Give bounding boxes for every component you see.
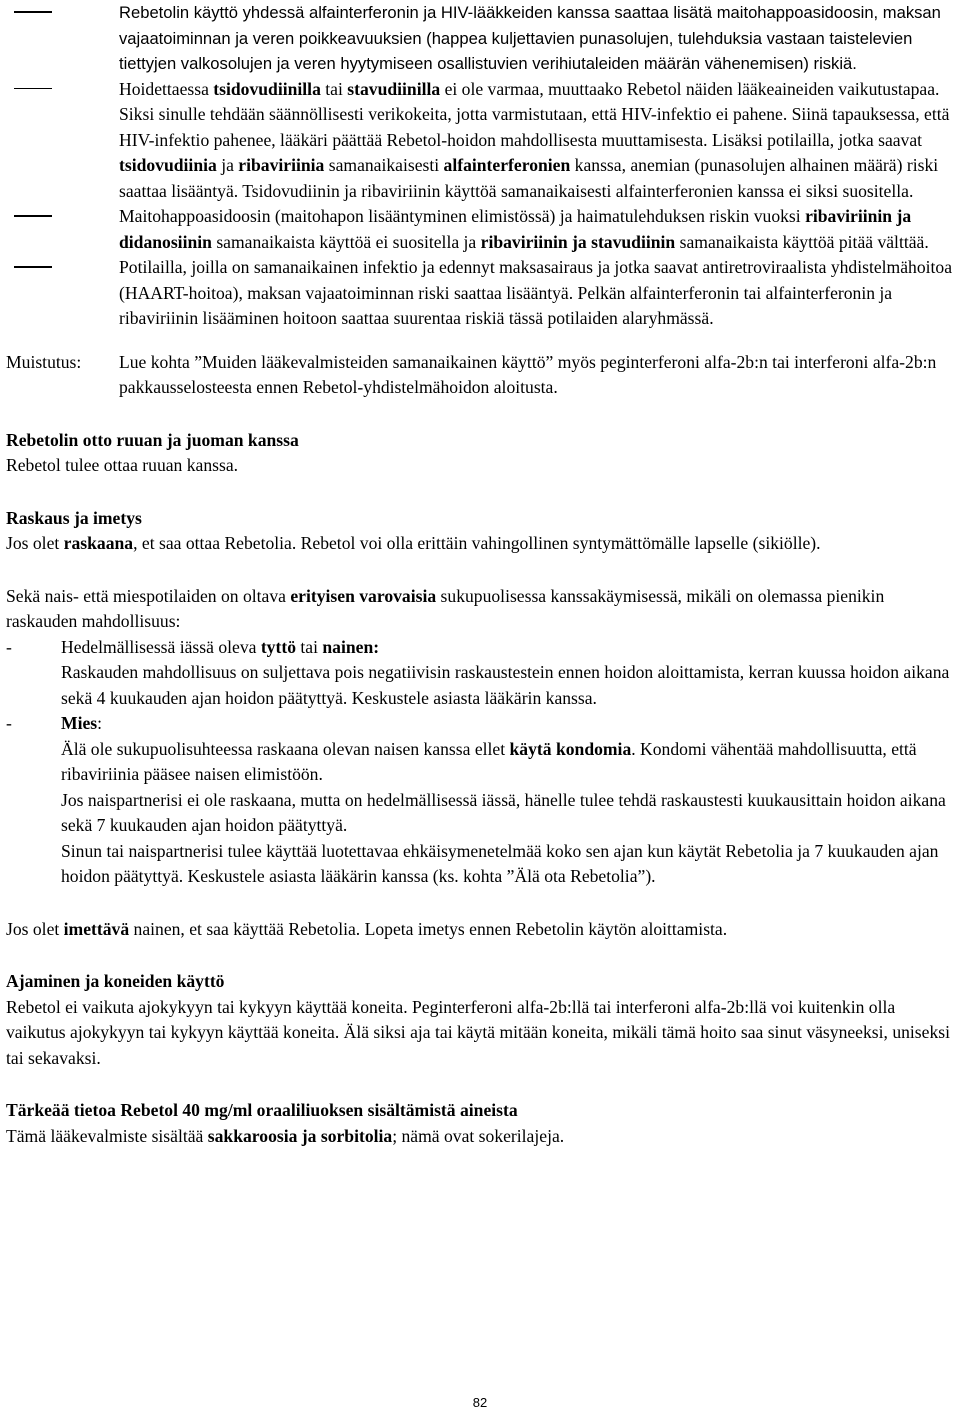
bullet-text: [119, 204, 952, 255]
text-run: Jos olet: [6, 533, 64, 553]
dash-marker: [14, 215, 52, 217]
text-run: Siksi sinulle tehdään säännöllisesti verikokeita, jotta varmistutaan, että HIV-infektio ei pahene. Siinä tapauksessa, että HIV-infektio pahenee, lääkäri päättää Rebetol-hoidon mahdollisesta muuttamisesta. Lisäksi potilailla, jotka saavat: [119, 104, 950, 150]
text-run: Hedelmällisessä iässä oleva: [61, 636, 261, 657]
bold-run: raskaana: [63, 533, 134, 553]
woman-item: [0, 635, 960, 712]
text-run: Potilailla, joilla on samanaikainen infektio ja edennyt maksasairaus ja jotka saavat antiretroviraalista yhdistelmähoitoa (HAART-hoitoa), maksan vajaatoiminnan riski saattaa lisääntyä. Pelkän alfainterferonin tai alfainterferonin ja ribaviriinin lisääminen hoitoon saattaa suurentaa riskiä tässä potilaiden alaryhmässä.: [119, 257, 953, 328]
driving-heading: Ajaminen ja koneiden käyttö: [6, 971, 225, 991]
bold-run: ribaviriinin ja didanosiinin: [119, 206, 912, 252]
page-number: 82: [472, 1395, 488, 1410]
bold-run: Mies: [61, 713, 98, 733]
text-run: Jos olet: [6, 918, 64, 939]
hyphen-marker: -: [6, 636, 12, 657]
text-run: Maitohappoasidoosin (maitohapon lisääntyminen elimistössä) ja haimatulehduksen riskin vuoksi: [119, 206, 806, 226]
bold-run: käytä kondomia: [509, 738, 632, 759]
food-heading: Rebetolin otto ruuan ja juoman kanssa: [6, 429, 299, 450]
pregnancy-paragraph: [6, 531, 956, 557]
text-run: Rebetolin käyttö yhdessä alfainterferonin ja HIV-lääkkeiden kanssa saattaa lisätä maitohappoasidoosin, maksan vajaatoiminnan ja veren poikkeavuuksien (happea kuljettavien punasolujen, tulehduksia vastaan taistelevien tiettyjen valkosolujen ja veren hyytymiseen osallistuvien verihiutaleiden määrän vähenemisen) riskiä.: [119, 3, 941, 73]
text-run: Tämä lääkevalmiste sisältää: [6, 1125, 208, 1146]
bold-run: erityisen varovaisia: [290, 585, 437, 606]
text-run: Älä ole sukupuolisuhteessa raskaana olevan naisen kanssa ellet: [61, 738, 510, 759]
woman-title: [61, 635, 956, 661]
text-run: ei ole varmaa, muuttaako Rebetol näiden lääkeaineiden vaikutustapaa.: [440, 78, 940, 99]
important-section: [0, 1098, 960, 1149]
text-run: samanaikaisesti: [324, 155, 444, 175]
bullet-text: [119, 77, 952, 205]
text-run: tai: [296, 636, 323, 657]
reminder-label: Muistutus:: [6, 351, 82, 372]
bold-run: ribaviriinia: [238, 155, 325, 175]
bullet-text: [119, 0, 952, 77]
bold-run: sakkaroosia ja sorbitolia: [207, 1125, 393, 1146]
bold-run: ribaviriinin ja stavudiinin: [480, 231, 676, 252]
food-section: [0, 428, 960, 479]
bold-run: nainen:: [322, 636, 380, 657]
man-text: [61, 788, 956, 839]
bold-run: tsidovudiinilla: [213, 78, 321, 99]
bullet-text: [119, 255, 952, 332]
bold-run: tyttö: [260, 636, 296, 657]
text-run: ja: [216, 155, 239, 175]
man-text: [61, 737, 956, 788]
text-run: Sinun tai naispartnerisi tulee käyttää luotettavaa ehkäisymenetelmää koko sen ajan kun käytät Rebetolia ja 7 kuukauden ajan hoidon päätyttyä. Keskustele asiasta lääkärin kanssa (ks. kohta ”Älä ota Rebetolia”).: [61, 840, 939, 886]
hyphen-marker: -: [6, 713, 12, 733]
dash-marker: [14, 88, 52, 90]
text-run: sukupuolisessa kanssakäymisessä, mikäli on olemassa pienikin raskauden mahdollisuus:: [6, 585, 885, 631]
bullet-item: [0, 255, 960, 332]
pregnancy-paragraph: [6, 584, 956, 635]
man-text: [61, 839, 956, 890]
bullet-item: [0, 77, 960, 205]
breastfeeding-paragraph: [0, 917, 960, 943]
bold-run: tsidovudiinia: [119, 155, 217, 175]
food-text: Rebetol tulee ottaa ruuan kanssa.: [6, 455, 239, 475]
pregnancy-section: [0, 506, 960, 635]
text-run: samanaikaista käyttöä ei suositella ja: [211, 231, 481, 252]
reminder-note: [0, 350, 960, 401]
bold-run: imettävä: [63, 918, 130, 939]
dash-marker: [14, 266, 52, 268]
text-run: kanssa, anemian (punasolujen alhainen määrä) riski saattaa lisääntyä. Tsidovudiinin ja ribaviriinin käyttöä samanaikaisesti alfainterferonien kanssa ei siksi suositella.: [119, 155, 939, 201]
text-run: tai: [320, 78, 348, 99]
pregnancy-heading: Raskaus ja imetys: [6, 507, 142, 528]
text-run: . Kondomi vähentää mahdollisuutta, että ribaviriinia pääsee naisen elimistöön.: [61, 738, 917, 784]
important-text: [6, 1124, 956, 1150]
text-run: ; nämä ovat sokerilajeja.: [392, 1125, 565, 1146]
text-run: nainen, et saa käyttää Rebetolia. Lopeta imetys ennen Rebetolin käytön aloittamista.: [129, 918, 728, 939]
driving-section: [0, 969, 960, 1071]
breastfeeding-text: [6, 917, 956, 943]
text-run: , et saa ottaa Rebetolia. Rebetol voi olla erittäin vahingollinen syntymättömälle lapselle (sikiölle).: [133, 533, 821, 553]
text-run: :: [97, 713, 103, 733]
woman-text: Raskauden mahdollisuus on suljettava pois negatiivisin raskaustestein ennen hoidon aloittamista, kerran kuussa hoidon aikana sekä 4 kuukauden ajan hoidon päätyttyä. Keskustele asiasta lääkärin kanssa.: [61, 662, 950, 708]
important-heading: Tärkeää tietoa Rebetol 40 mg/ml oraaliliuoksen sisältämistä aineista: [6, 1100, 518, 1120]
man-title: [61, 711, 956, 737]
bold-run: alfainterferonien: [443, 155, 571, 175]
man-item: [0, 711, 960, 890]
text-run: samanaikaista käyttöä pitää välttää.: [675, 231, 929, 252]
reminder-text: Lue kohta ”Muiden lääkevalmisteiden samanaikainen käyttö” myös peginterferoni alfa-2b:n tai interferoni alfa-2b:n pakkausselosteesta ennen Rebetol-yhdistelmähoidon aloitusta.: [119, 351, 937, 397]
bullet-item: [0, 204, 960, 255]
text-run: Hoidettaessa: [119, 78, 214, 99]
dash-marker: [14, 11, 52, 13]
text-run: Jos naispartnerisi ei ole raskaana, mutta on hedelmällisessä iässä, hänelle tulee tehdä raskaustesti kuukausittain hoidon aikana sekä 7 kuukauden ajan hoidon päätyttyä.: [61, 789, 946, 835]
text-run: Sekä nais- että miespotilaiden on oltava: [6, 585, 291, 606]
bullet-item: [0, 0, 960, 77]
bold-run: stavudiinilla: [347, 78, 441, 99]
driving-text: Rebetol ei vaikuta ajokykyyn tai kykyyn käyttää koneita. Peginterferoni alfa-2b:llä tai interferoni alfa-2b:llä voi kuitenkin olla vaikutus ajokykyyn tai kykyyn käyttää koneita. Älä siksi aja tai käytä mitään koneita, mikäli tämä hoito saa sinut väsyneeksi, uniseksi tai sekavaksi.: [6, 996, 950, 1068]
